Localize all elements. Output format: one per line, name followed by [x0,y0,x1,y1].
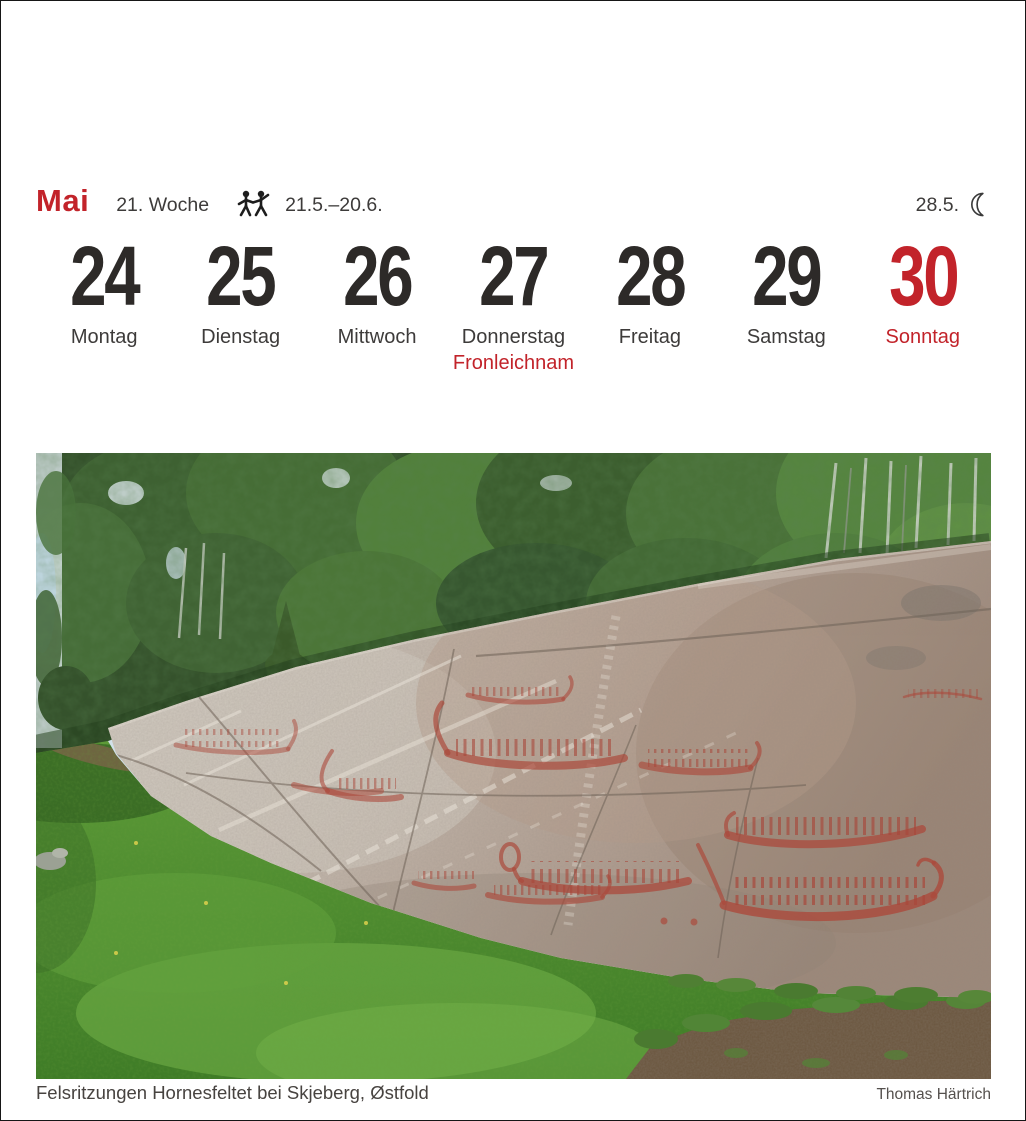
holiday-label [582,352,718,376]
photo-caption-row [36,1082,991,1104]
day-column-sunday [855,229,991,376]
day-column-monday [36,229,172,376]
day-name: Dienstag [201,326,281,348]
holiday-label [309,352,445,376]
waning-moon-icon [968,191,991,223]
month-label: Mai [36,183,90,218]
zodiac-date-range: 21.5.–20.6. [285,194,383,216]
photo-caption: Felsritzungen Hornesfeltet bei Skjeberg, Østfold [36,1082,429,1103]
day-number: 29 [752,229,821,323]
day-number: 28 [615,229,684,323]
holiday-label [36,352,172,376]
rock-carvings-photo-illustration [36,453,991,1079]
day-name: Mittwoch [337,326,417,348]
day-column-thursday [445,229,581,376]
moon-phase-date: 28.5. [915,194,959,216]
day-column-friday [582,229,718,376]
day-column-wednesday [309,229,445,376]
day-number: 26 [342,229,412,323]
day-name: Freitag [618,326,682,348]
day-number: 30 [888,229,957,323]
day-name: Montag [70,326,138,348]
holiday-label [172,352,308,376]
holiday-label: Fronleichnam [452,352,575,374]
calendar-photo [36,453,991,1079]
day-column-tuesday [172,229,308,376]
week-label: 21. Woche [116,194,210,216]
day-name: Samstag [746,326,826,348]
holiday-label [718,352,854,376]
calendar-header [36,183,991,219]
week-days-row [36,229,991,376]
gemini-twins-icon [235,189,273,222]
day-number: 25 [206,229,275,323]
day-column-saturday [718,229,854,376]
holiday-label [855,352,991,376]
day-name: Sonntag [885,326,960,348]
day-name: Donnerstag [461,326,566,348]
day-number: 24 [70,229,139,323]
day-number: 27 [479,229,548,323]
photo-credit: Thomas Härtrich [876,1086,991,1103]
